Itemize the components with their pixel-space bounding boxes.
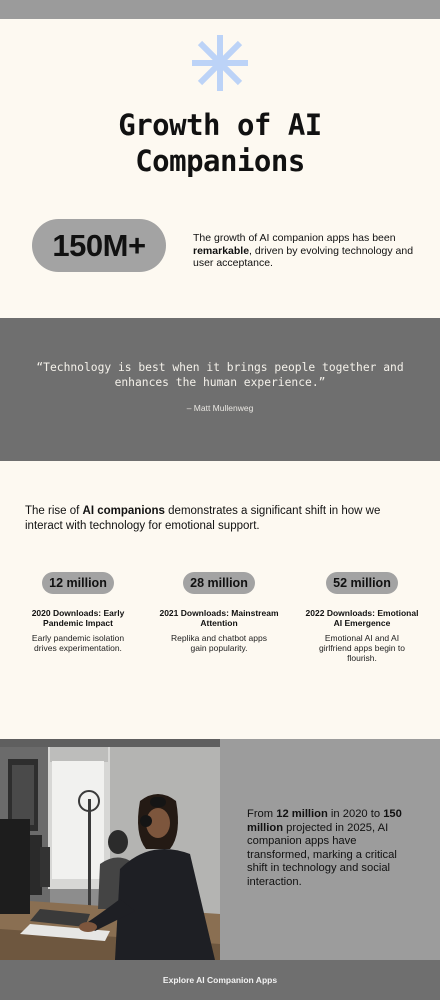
summary-text: [247, 808, 419, 889]
page-title: [0, 107, 440, 179]
intro-text: [25, 504, 420, 533]
stat-description: [193, 232, 418, 270]
milestone-2022: [302, 572, 422, 663]
milestone-2020: [18, 572, 138, 653]
cta-bar: [0, 960, 440, 1000]
intro-post: demonstrates a significant shift in how we interact with technology for emotional support.: [25, 505, 381, 532]
milestone-value: 12 million: [42, 572, 114, 594]
milestone-title: 2021 Downloads: Mainstream Attention: [159, 608, 279, 628]
office-photo: [0, 739, 220, 960]
stat-text-pre: The growth of AI companion apps has been: [193, 232, 396, 244]
title-line-2: Companions: [135, 144, 305, 178]
milestone-desc: Early pandemic isolation drives experimentation.: [31, 633, 125, 653]
title-line-1: Growth of AI: [118, 108, 322, 142]
top-bar: [0, 0, 440, 19]
summary-section: [0, 739, 440, 960]
milestone-desc: Replika and chatbot apps gain popularity.: [171, 633, 267, 653]
milestone-desc: Emotional AI and AI girlfriend apps begin to flourish.: [318, 633, 405, 663]
milestone-value: 52 million: [326, 572, 398, 594]
hero-section: [0, 19, 440, 318]
summary-p1: From: [247, 808, 277, 820]
stat-badge: 150M+: [32, 219, 166, 272]
milestone-title: 2022 Downloads: Emotional AI Emergence: [305, 608, 419, 628]
summary-b1: 12 million: [276, 808, 328, 820]
stat-text-post: , driven by evolving technology and user acceptance.: [193, 244, 414, 269]
quote-text: “Technology is best when it brings people together and enhances the human experience.”: [36, 361, 404, 389]
intro-pre: The rise of: [25, 505, 83, 517]
quote-author: – Matt Mullenweg: [186, 403, 254, 413]
summary-p2: in 2020 to: [327, 808, 384, 820]
asterisk-icon: [190, 33, 250, 93]
stat-text-bold: remarkable: [193, 244, 250, 257]
summary-p3: projected in 2025, AI companion apps have transformed, marking a critical shift in technology and social interaction.: [247, 821, 397, 888]
explore-apps-link[interactable]: Explore AI Companion Apps: [162, 975, 278, 985]
intro-bold: AI companions: [82, 505, 165, 517]
summary-b2: 150 million: [247, 808, 402, 834]
milestone-title: 2020 Downloads: Early Pandemic Impact: [31, 608, 125, 628]
milestone-2021: [159, 572, 279, 653]
quote-section: [0, 318, 440, 461]
milestone-value: 28 million: [183, 572, 255, 594]
